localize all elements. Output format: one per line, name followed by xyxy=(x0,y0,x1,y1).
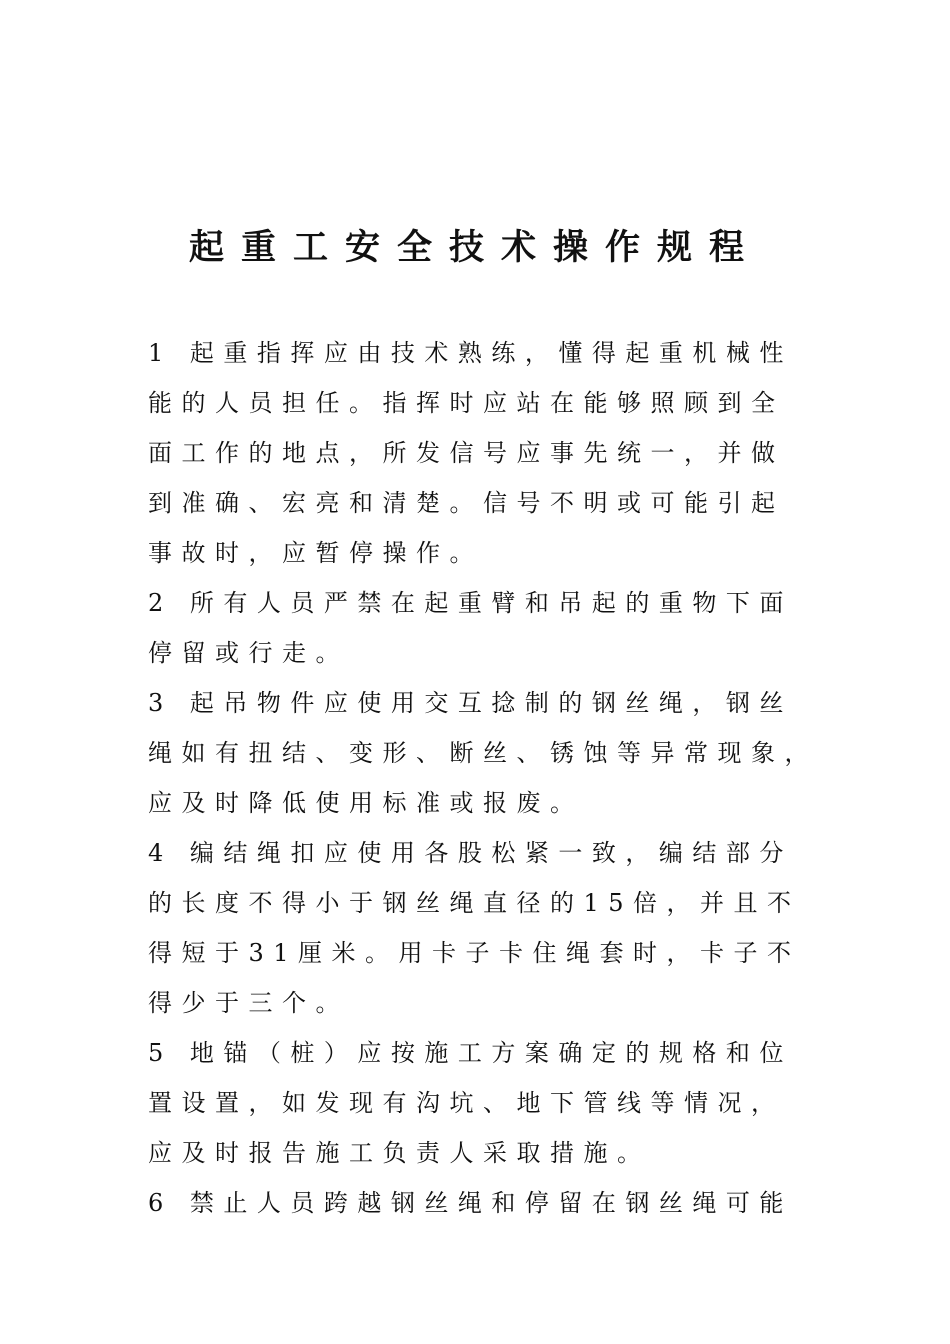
body-line: 绳如有扭结、变形、断丝、锈蚀等异常现象， xyxy=(148,739,818,767)
body-line: 6 禁止人员跨越钢丝绳和停留在钢丝绳可能 xyxy=(148,1189,793,1217)
body-line: 2 所有人员严禁在起重臂和吊起的重物下面 xyxy=(148,589,793,617)
body-line: 1 起重指挥应由技术熟练，懂得起重机械性 xyxy=(148,339,793,367)
body-line: 得短于31厘米。用卡子卡住绳套时，卡子不 xyxy=(148,939,801,967)
document-title: 起重工安全技术操作规程 xyxy=(188,227,761,268)
body-line: 4 编结绳扣应使用各股松紧一致，编结部分 xyxy=(148,839,793,867)
body-line: 得少于三个。 xyxy=(148,989,349,1017)
document-body xyxy=(148,328,848,1228)
body-line: 停留或行走。 xyxy=(148,639,349,667)
body-line: 能的人员担任。指挥时应站在能够照顾到全 xyxy=(148,389,785,417)
body-line: 5 地锚（桩）应按施工方案确定的规格和位 xyxy=(148,1039,793,1067)
body-line: 应及时报告施工负责人采取措施。 xyxy=(148,1139,651,1167)
body-line: 面工作的地点，所发信号应事先统一，并做 xyxy=(148,439,785,467)
body-line: 的长度不得小于钢丝绳直径的15倍，并且不 xyxy=(148,889,801,917)
body-line: 应及时降低使用标准或报废。 xyxy=(148,789,584,817)
body-line: 3 起吊物件应使用交互捻制的钢丝绳，钢丝 xyxy=(148,689,793,717)
body-line: 到准确、宏亮和清楚。信号不明或可能引起 xyxy=(148,489,785,517)
body-line: 事故时，应暂停操作。 xyxy=(148,539,483,567)
body-line: 置设置，如发现有沟坑、地下管线等情况， xyxy=(148,1089,785,1117)
